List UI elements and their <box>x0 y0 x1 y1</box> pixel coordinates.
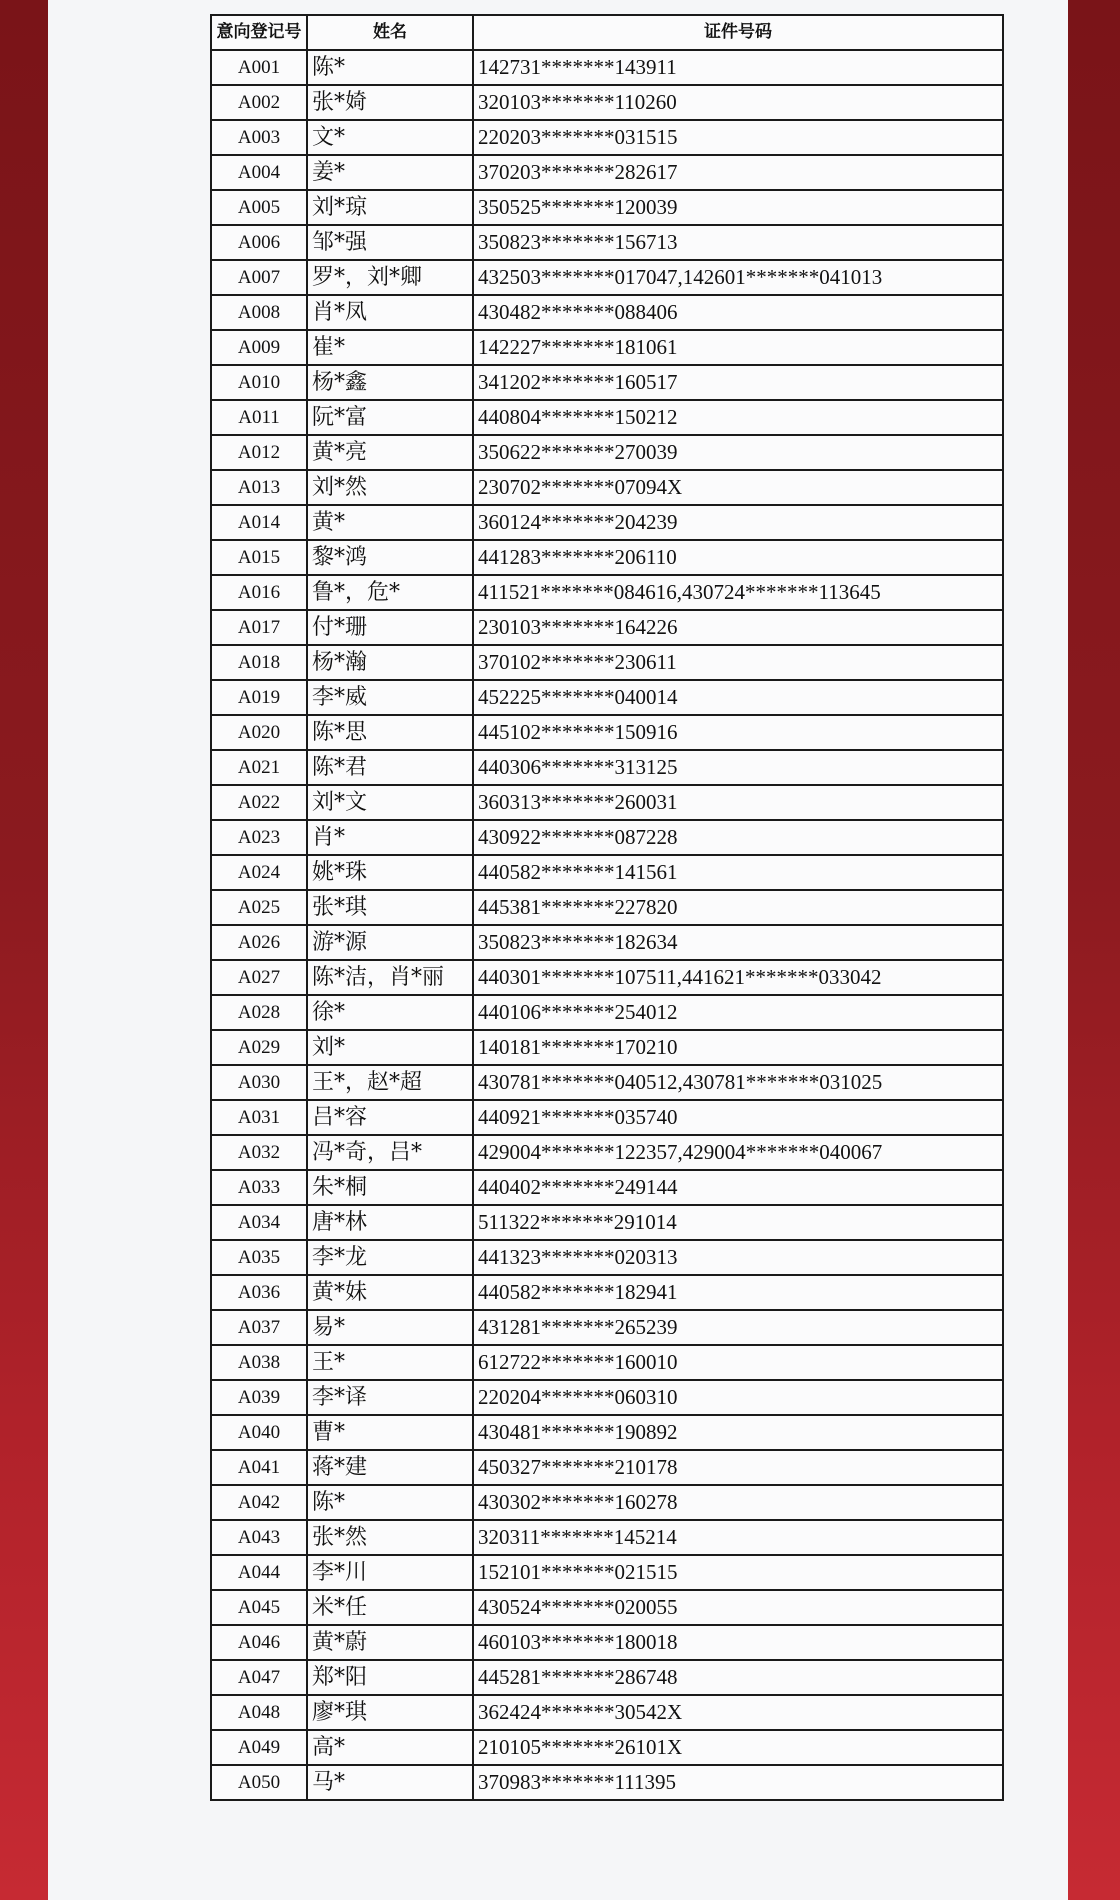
cell-id-number: 429004*******122357,429004*******040067 <box>473 1135 1003 1170</box>
cell-name: 冯*奇，吕* <box>307 1135 473 1170</box>
cell-registration-no: A022 <box>211 785 307 820</box>
cell-name: 黄*妹 <box>307 1275 473 1310</box>
cell-registration-no: A002 <box>211 85 307 120</box>
table-row <box>211 295 1003 330</box>
cell-registration-no: A015 <box>211 540 307 575</box>
cell-id-number: 430481*******190892 <box>473 1415 1003 1450</box>
cell-id-number: 441283*******206110 <box>473 540 1003 575</box>
cell-registration-no: A020 <box>211 715 307 750</box>
table-row <box>211 260 1003 295</box>
table-row <box>211 1310 1003 1345</box>
table-row <box>211 1625 1003 1660</box>
cell-registration-no: A032 <box>211 1135 307 1170</box>
cell-registration-no: A013 <box>211 470 307 505</box>
table-row <box>211 225 1003 260</box>
table-row <box>211 1030 1003 1065</box>
cell-name: 吕*容 <box>307 1100 473 1135</box>
cell-registration-no: A026 <box>211 925 307 960</box>
cell-name: 崔* <box>307 330 473 365</box>
cell-name: 肖* <box>307 820 473 855</box>
cell-id-number: 440582*******182941 <box>473 1275 1003 1310</box>
cell-registration-no: A001 <box>211 50 307 85</box>
cell-id-number: 450327*******210178 <box>473 1450 1003 1485</box>
cell-name: 李*威 <box>307 680 473 715</box>
cell-name: 刘* <box>307 1030 473 1065</box>
registration-table <box>210 14 1004 1801</box>
cell-id-number: 430781*******040512,430781*******031025 <box>473 1065 1003 1100</box>
table-row <box>211 1485 1003 1520</box>
cell-registration-no: A024 <box>211 855 307 890</box>
cell-id-number: 440402*******249144 <box>473 1170 1003 1205</box>
cell-registration-no: A017 <box>211 610 307 645</box>
cell-registration-no: A036 <box>211 1275 307 1310</box>
table-row <box>211 330 1003 365</box>
table-row <box>211 190 1003 225</box>
cell-registration-no: A039 <box>211 1380 307 1415</box>
cell-name: 鲁*，危* <box>307 575 473 610</box>
table-row <box>211 540 1003 575</box>
header-name: 姓名 <box>307 15 473 50</box>
cell-registration-no: A044 <box>211 1555 307 1590</box>
cell-name: 徐* <box>307 995 473 1030</box>
cell-name: 郑*阳 <box>307 1660 473 1695</box>
cell-registration-no: A023 <box>211 820 307 855</box>
cell-id-number: 430302*******160278 <box>473 1485 1003 1520</box>
cell-name: 黄* <box>307 505 473 540</box>
cell-registration-no: A009 <box>211 330 307 365</box>
cell-id-number: 341202*******160517 <box>473 365 1003 400</box>
cell-registration-no: A040 <box>211 1415 307 1450</box>
cell-id-number: 350823*******182634 <box>473 925 1003 960</box>
cell-id-number: 142731*******143911 <box>473 50 1003 85</box>
cell-id-number: 440106*******254012 <box>473 995 1003 1030</box>
cell-id-number: 360124*******204239 <box>473 505 1003 540</box>
table-row <box>211 1205 1003 1240</box>
table-row <box>211 1520 1003 1555</box>
cell-name: 文* <box>307 120 473 155</box>
cell-name: 邹*强 <box>307 225 473 260</box>
table-row <box>211 1590 1003 1625</box>
cell-id-number: 320103*******110260 <box>473 85 1003 120</box>
cell-name: 李*川 <box>307 1555 473 1590</box>
cell-registration-no: A019 <box>211 680 307 715</box>
cell-id-number: 432503*******017047,142601*******041013 <box>473 260 1003 295</box>
cell-name: 李*龙 <box>307 1240 473 1275</box>
cell-name: 马* <box>307 1765 473 1800</box>
cell-name: 王*，赵*超 <box>307 1065 473 1100</box>
cell-registration-no: A005 <box>211 190 307 225</box>
table-row <box>211 1275 1003 1310</box>
table-row <box>211 1555 1003 1590</box>
registration-table-container <box>210 14 1002 1801</box>
cell-name: 易* <box>307 1310 473 1345</box>
table-header-row <box>211 15 1003 50</box>
table-row <box>211 575 1003 610</box>
cell-name: 姚*珠 <box>307 855 473 890</box>
cell-registration-no: A050 <box>211 1765 307 1800</box>
cell-id-number: 360313*******260031 <box>473 785 1003 820</box>
cell-name: 刘*然 <box>307 470 473 505</box>
cell-registration-no: A004 <box>211 155 307 190</box>
cell-registration-no: A008 <box>211 295 307 330</box>
header-registration-no: 意向登记号 <box>211 15 307 50</box>
table-row <box>211 645 1003 680</box>
cell-id-number: 440301*******107511,441621*******033042 <box>473 960 1003 995</box>
table-row <box>211 1695 1003 1730</box>
cell-id-number: 430922*******087228 <box>473 820 1003 855</box>
cell-id-number: 152101*******021515 <box>473 1555 1003 1590</box>
cell-registration-no: A025 <box>211 890 307 925</box>
cell-name: 肖*凤 <box>307 295 473 330</box>
table-row <box>211 1065 1003 1100</box>
cell-name: 米*任 <box>307 1590 473 1625</box>
cell-name: 刘*琼 <box>307 190 473 225</box>
cell-name: 唐*林 <box>307 1205 473 1240</box>
cell-registration-no: A049 <box>211 1730 307 1765</box>
cell-registration-no: A021 <box>211 750 307 785</box>
cell-id-number: 440582*******141561 <box>473 855 1003 890</box>
table-row <box>211 1730 1003 1765</box>
cell-registration-no: A048 <box>211 1695 307 1730</box>
cell-registration-no: A033 <box>211 1170 307 1205</box>
table-row <box>211 50 1003 85</box>
table-body <box>211 50 1003 1800</box>
cell-registration-no: A007 <box>211 260 307 295</box>
table-row <box>211 1380 1003 1415</box>
cell-id-number: 430482*******088406 <box>473 295 1003 330</box>
cell-id-number: 411521*******084616,430724*******113645 <box>473 575 1003 610</box>
cell-name: 蒋*建 <box>307 1450 473 1485</box>
cell-name: 陈* <box>307 50 473 85</box>
cell-registration-no: A047 <box>211 1660 307 1695</box>
table-row <box>211 365 1003 400</box>
cell-id-number: 440804*******150212 <box>473 400 1003 435</box>
cell-id-number: 441323*******020313 <box>473 1240 1003 1275</box>
table-row <box>211 85 1003 120</box>
cell-name: 李*译 <box>307 1380 473 1415</box>
table-row <box>211 610 1003 645</box>
cell-name: 杨*鑫 <box>307 365 473 400</box>
cell-name: 黄*蔚 <box>307 1625 473 1660</box>
cell-name: 阮*富 <box>307 400 473 435</box>
cell-name: 黎*鸿 <box>307 540 473 575</box>
cell-name: 曹* <box>307 1415 473 1450</box>
table-row <box>211 820 1003 855</box>
table-row <box>211 1660 1003 1695</box>
cell-name: 姜* <box>307 155 473 190</box>
cell-id-number: 431281*******265239 <box>473 1310 1003 1345</box>
cell-id-number: 220203*******031515 <box>473 120 1003 155</box>
cell-name: 罗*，刘*卿 <box>307 260 473 295</box>
table-row <box>211 435 1003 470</box>
table-row <box>211 1135 1003 1170</box>
cell-name: 王* <box>307 1345 473 1380</box>
cell-name: 廖*琪 <box>307 1695 473 1730</box>
cell-id-number: 230103*******164226 <box>473 610 1003 645</box>
cell-name: 张*婍 <box>307 85 473 120</box>
cell-id-number: 612722*******160010 <box>473 1345 1003 1380</box>
cell-registration-no: A037 <box>211 1310 307 1345</box>
table-row <box>211 470 1003 505</box>
table-row <box>211 890 1003 925</box>
cell-name: 付*珊 <box>307 610 473 645</box>
document-page <box>48 0 1068 1900</box>
cell-registration-no: A034 <box>211 1205 307 1240</box>
cell-registration-no: A029 <box>211 1030 307 1065</box>
cell-registration-no: A038 <box>211 1345 307 1380</box>
cell-registration-no: A010 <box>211 365 307 400</box>
cell-id-number: 230702*******07094X <box>473 470 1003 505</box>
table-row <box>211 1100 1003 1135</box>
cell-id-number: 460103*******180018 <box>473 1625 1003 1660</box>
header-id-number: 证件号码 <box>473 15 1003 50</box>
table-row <box>211 1240 1003 1275</box>
cell-registration-no: A031 <box>211 1100 307 1135</box>
cell-name: 张*然 <box>307 1520 473 1555</box>
cell-name: 游*源 <box>307 925 473 960</box>
cell-name: 朱*桐 <box>307 1170 473 1205</box>
table-row <box>211 1415 1003 1450</box>
cell-name: 陈* <box>307 1485 473 1520</box>
cell-id-number: 440306*******313125 <box>473 750 1003 785</box>
cell-name: 陈*君 <box>307 750 473 785</box>
cell-registration-no: A018 <box>211 645 307 680</box>
cell-name: 刘*文 <box>307 785 473 820</box>
cell-id-number: 350823*******156713 <box>473 225 1003 260</box>
table-row <box>211 855 1003 890</box>
cell-id-number: 440921*******035740 <box>473 1100 1003 1135</box>
cell-id-number: 445281*******286748 <box>473 1660 1003 1695</box>
cell-registration-no: A045 <box>211 1590 307 1625</box>
table-row <box>211 995 1003 1030</box>
cell-registration-no: A003 <box>211 120 307 155</box>
cell-registration-no: A035 <box>211 1240 307 1275</box>
cell-id-number: 370102*******230611 <box>473 645 1003 680</box>
cell-registration-no: A016 <box>211 575 307 610</box>
table-row <box>211 505 1003 540</box>
cell-registration-no: A011 <box>211 400 307 435</box>
table-row <box>211 785 1003 820</box>
cell-name: 高* <box>307 1730 473 1765</box>
cell-registration-no: A012 <box>211 435 307 470</box>
table-row <box>211 1345 1003 1380</box>
cell-registration-no: A006 <box>211 225 307 260</box>
cell-id-number: 511322*******291014 <box>473 1205 1003 1240</box>
cell-id-number: 370983*******111395 <box>473 1765 1003 1800</box>
cell-id-number: 320311*******145214 <box>473 1520 1003 1555</box>
table-row <box>211 960 1003 995</box>
table-row <box>211 750 1003 785</box>
cell-registration-no: A014 <box>211 505 307 540</box>
cell-registration-no: A041 <box>211 1450 307 1485</box>
cell-registration-no: A030 <box>211 1065 307 1100</box>
cell-name: 张*琪 <box>307 890 473 925</box>
cell-registration-no: A043 <box>211 1520 307 1555</box>
cell-name: 陈*思 <box>307 715 473 750</box>
cell-id-number: 445102*******150916 <box>473 715 1003 750</box>
table-row <box>211 155 1003 190</box>
cell-id-number: 142227*******181061 <box>473 330 1003 365</box>
cell-id-number: 430524*******020055 <box>473 1590 1003 1625</box>
table-row <box>211 400 1003 435</box>
cell-name: 黄*亮 <box>307 435 473 470</box>
cell-registration-no: A046 <box>211 1625 307 1660</box>
cell-name: 杨*瀚 <box>307 645 473 680</box>
cell-id-number: 362424*******30542X <box>473 1695 1003 1730</box>
table-row <box>211 1170 1003 1205</box>
table-row <box>211 1765 1003 1800</box>
cell-id-number: 140181*******170210 <box>473 1030 1003 1065</box>
cell-id-number: 210105*******26101X <box>473 1730 1003 1765</box>
cell-name: 陈*洁，肖*丽 <box>307 960 473 995</box>
cell-id-number: 350622*******270039 <box>473 435 1003 470</box>
cell-id-number: 445381*******227820 <box>473 890 1003 925</box>
cell-id-number: 452225*******040014 <box>473 680 1003 715</box>
cell-registration-no: A028 <box>211 995 307 1030</box>
table-row <box>211 680 1003 715</box>
cell-id-number: 220204*******060310 <box>473 1380 1003 1415</box>
table-row <box>211 715 1003 750</box>
cell-registration-no: A027 <box>211 960 307 995</box>
cell-registration-no: A042 <box>211 1485 307 1520</box>
table-row <box>211 120 1003 155</box>
table-row <box>211 925 1003 960</box>
cell-id-number: 350525*******120039 <box>473 190 1003 225</box>
cell-id-number: 370203*******282617 <box>473 155 1003 190</box>
table-row <box>211 1450 1003 1485</box>
